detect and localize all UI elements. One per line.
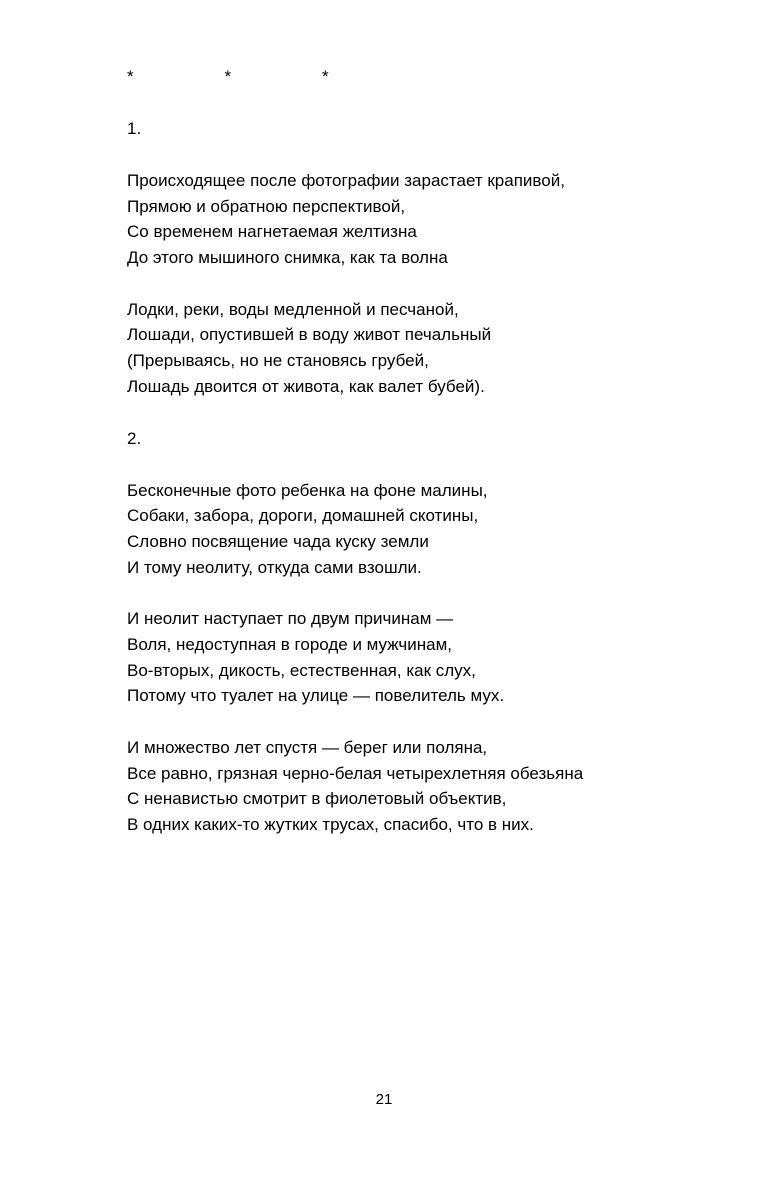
poem-line: (Прерываясь, но не становясь грубей, [127,351,429,371]
poem-line: Прямою и обратною перспективой, [127,196,406,216]
stanza [127,735,727,838]
spacer [127,90,727,116]
spacer [127,580,727,606]
poem-line: В одних каких-то жутких трусах, спасибо, что в них. [127,815,534,835]
poem-line: Лошадь двоится от живота, как валет бубей). [127,376,485,396]
poem-line: Воля, недоступная в городе и мужчинам, [127,634,453,654]
part-number-2: 2. [127,428,142,448]
section-separator: * * * [127,67,329,86]
stanza [127,606,727,709]
stanza [127,478,727,581]
poem-line: Словно посвящение чада куску земли [127,531,429,551]
poem-line: Во-вторых, дикость, естественная, как слух, [127,660,476,680]
spacer [127,709,727,735]
spacer [127,271,727,297]
spacer [127,452,727,478]
part-number-1: 1. [127,119,142,138]
poem-line: До этого мышиного снимка, как та волна [127,248,448,268]
poem-line: И множество лет спустя — берег или поляна, [127,738,488,757]
poem [127,64,727,838]
poem-line: Происходящее после фотографии зарастает крапивой, [127,171,565,190]
poem-line: Собаки, забора, дороги, домашней скотины, [127,506,479,526]
poem-line: Со временем нагнетаемая желтизна [127,222,417,242]
poem-line: Все равно, грязная черно-белая четырехлетняя обезьяна [127,763,584,783]
poem-line: И неолит наступает по двум причинам — [127,609,454,629]
spacer [127,142,727,168]
poem-line: Лошади, опустившей в воду живот печальный [127,325,492,345]
spacer [127,400,727,426]
page-number: 21 [375,1091,393,1108]
poem-line: С ненавистью смотрит в фиолетовый объектив, [127,789,507,809]
stanza [127,297,727,400]
poem-line: Лодки, реки, воды медленной и песчаной, [127,299,459,319]
stanza [127,168,727,271]
poem-line: И тому неолиту, откуда сами взошли. [127,557,422,577]
poem-line: Бесконечные фото ребенка на фоне малины, [127,480,488,500]
poem-line: Потому что туалет на улице — повелитель мух. [127,686,505,706]
